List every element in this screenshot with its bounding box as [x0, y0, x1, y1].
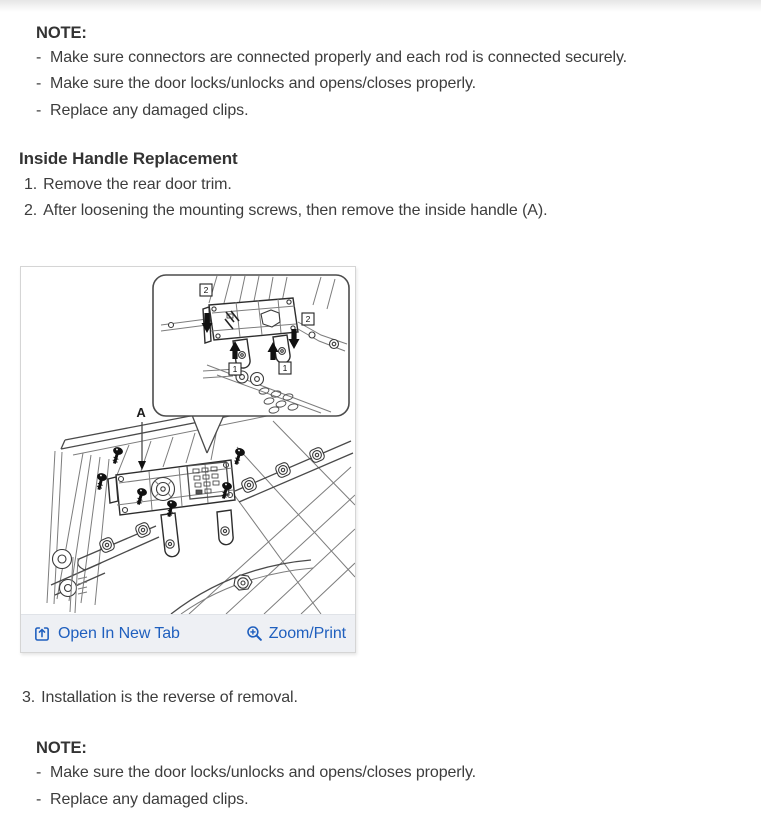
svg-text:1: 1 [282, 363, 288, 374]
note-item-text: Replace any damaged clips. [50, 101, 249, 119]
note-item [36, 71, 761, 97]
note-item [36, 787, 761, 813]
figure-area [21, 267, 355, 614]
note-item-text: Make sure the door locks/unlocks and opens/closes properly. [50, 764, 477, 782]
callout-number-2-left [200, 284, 212, 296]
figure-card [20, 266, 356, 653]
svg-text:1: 1 [232, 364, 238, 375]
bullet-dash: - [36, 75, 42, 93]
callout-balloon [153, 275, 349, 453]
figure-toolbar [21, 614, 355, 652]
callout-number-1-left [229, 363, 241, 375]
note-section-bottom [36, 737, 761, 813]
bullet-dash: - [36, 790, 42, 808]
door-handle-diagram [21, 267, 355, 614]
bullet-dash: - [36, 101, 42, 119]
svg-text:2: 2 [305, 314, 311, 325]
label-a-text: A [136, 405, 146, 421]
note-title: NOTE: [36, 24, 87, 42]
step-number: 1. [24, 176, 38, 194]
note-item [36, 760, 761, 786]
step-row [22, 685, 761, 711]
step-number: 2. [24, 202, 38, 220]
note-title: NOTE: [36, 739, 87, 758]
open-in-new-tab-icon [33, 625, 51, 643]
callout-number-1-right [279, 362, 291, 374]
callout-number-2-right [302, 313, 314, 325]
zoom-print-label: Zoom/Print [268, 624, 346, 642]
bullet-dash: - [36, 764, 42, 782]
open-in-new-tab-label: Open In New Tab [58, 624, 180, 642]
step-text: Installation is the reverse of removal. [41, 689, 298, 707]
note-section-top [36, 22, 761, 124]
open-in-new-tab-link[interactable] [33, 621, 180, 647]
step-row [24, 198, 761, 224]
step-number: 3. [22, 689, 36, 707]
step-row [24, 172, 761, 198]
zoom-plus-icon [245, 624, 264, 643]
note-item-text: Make sure connectors are connected properly and each rod is connected securely. [50, 49, 628, 66]
top-edge-shadow [0, 0, 761, 12]
svg-text:2: 2 [203, 285, 209, 296]
note-item-text: Replace any damaged clips. [50, 790, 249, 808]
hex-grommet [234, 575, 252, 590]
step-text: Remove the rear door trim. [43, 176, 232, 194]
note-item-text: Make sure the door locks/unlocks and opens/closes properly. [50, 75, 477, 93]
zoom-print-link[interactable] [245, 621, 346, 647]
bullet-dash: - [36, 49, 42, 66]
note-item [36, 45, 761, 71]
step-text: After loosening the mounting screws, then remove the inside handle (A). [43, 202, 548, 220]
page-title: Inside Handle Replacement [19, 149, 238, 169]
note-item [36, 98, 761, 124]
